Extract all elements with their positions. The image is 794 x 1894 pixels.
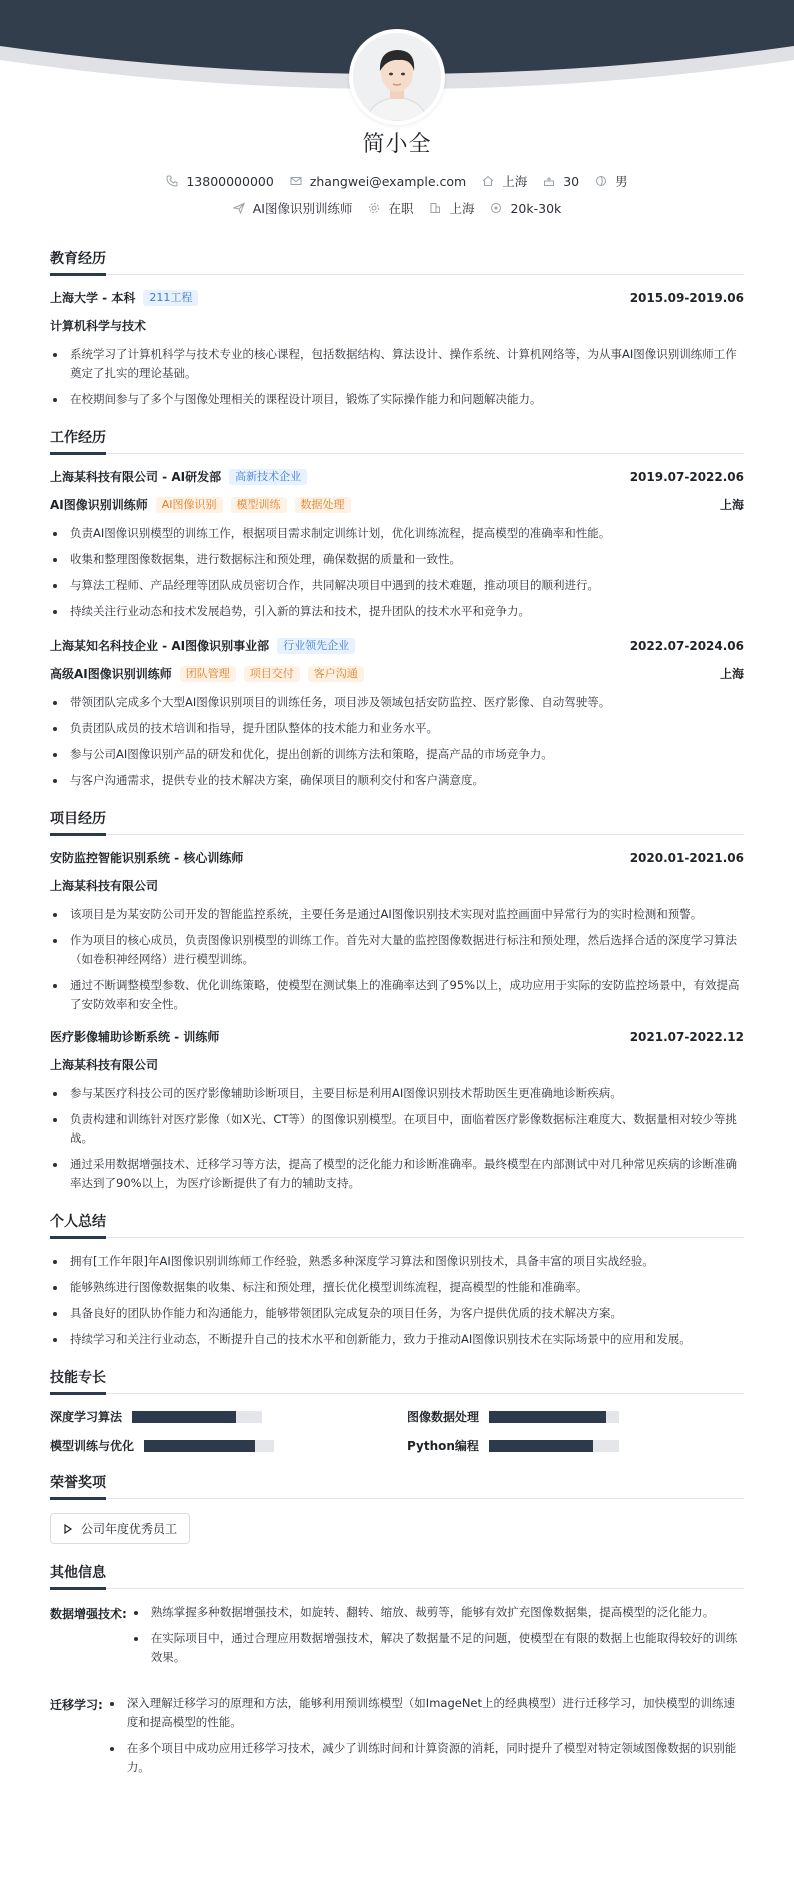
phone-item [166,174,273,189]
other-item [50,1694,744,1794]
skill-tag: 团队管理 [180,666,236,682]
list-item: 作为项目的核心成员，负责图像识别模型的训练工作。首先对大量的监控图像数据进行标注和预处理，然后选择合适的深度学习算法（如卷积神经网络）进行模型训练。 [50,931,744,969]
list-item: 在校期间参与了多个与图像处理相关的课程设计项目，锻炼了实际操作能力和问题解决能力。 [50,390,744,409]
education-section [50,248,744,409]
company-tag: 高新技术企业 [229,469,307,485]
education-major-row [50,317,744,335]
work-location: 上海 [719,667,744,681]
city-item [482,172,527,190]
list-item: 与客户沟通需求，提供专业的技术解决方案，确保项目的顺利交付和客户满意度。 [50,771,744,790]
work-city-text: 上海 [449,201,475,216]
work-header [50,637,744,655]
list-item: 具备良好的团队协作能力和沟通能力，能够带领团队完成复杂的项目任务，为客户提供优质的技术解决方案。 [50,1304,744,1323]
project-org: 上海某科技有限公司 [50,1058,159,1072]
skill-tag: 客户沟通 [308,666,364,682]
section-title-awards: 荣誉奖项 [50,1472,744,1499]
skill-bar-fill [489,1440,593,1452]
other-bullets [131,1603,744,1674]
skill-bar-fill [489,1411,606,1423]
list-item: 在实际项目中，通过合理应用数据增强技术，解决了数据量不足的问题，使模型在有限的数据上也能取得较好的训练效果。 [131,1629,744,1667]
skill-item [50,1437,387,1454]
phone-icon [166,175,178,187]
award-item [50,1513,190,1544]
list-item: 负责团队成员的技术培训和指导，提升团队整体的技术能力和业务水平。 [50,719,744,738]
job-title-text: AI图像识别训练师 [252,201,353,216]
skill-tag: 数据处理 [295,497,351,513]
salary-text: 20k-30k [510,200,562,216]
person-name: 简小全 [362,132,432,157]
project-bullets [50,1084,744,1193]
project-header [50,1028,744,1046]
project-org: 上海某科技有限公司 [50,879,159,893]
project-date: 2020.01-2021.06 [629,851,744,865]
job-info [0,199,794,217]
resume-content [50,248,744,1812]
education-header [50,289,744,307]
project-name: 医疗影像辅助诊断系统 - 训练师 [50,1030,220,1044]
skill-name: 图像数据处理 [407,1410,480,1424]
work-date: 2019.07-2022.06 [629,470,744,484]
email-item [290,174,466,189]
gender-icon [595,175,607,187]
company-name: 上海某知名科技企业 - AI图像识别事业部 [50,639,270,653]
play-icon [63,1524,73,1534]
position-name: AI图像识别训练师 [50,498,148,512]
list-item: 收集和整理图像数据集，进行数据标注和预处理，确保数据的质量和一致性。 [50,550,744,569]
list-item: 负责构建和训练针对医疗影像（如X光、CT等）的图像识别模型。在项目中，面临着医疗影像数据标注难度大、数据量相对较少等挑战。 [50,1110,744,1148]
list-item: 能够熟练进行图像数据集的收集、标注和预处理，擅长优化模型训练流程，提高模型的性能和准确率。 [50,1278,744,1297]
project-org-row [50,1056,744,1074]
coin-icon [490,202,502,214]
major-name: 计算机科学与技术 [50,319,147,333]
skill-bar-fill [132,1411,236,1423]
awards-section [50,1472,744,1544]
skill-tag: 模型训练 [231,497,287,513]
list-item: 参与某医疗科技公司的医疗影像辅助诊断项目，主要目标是利用AI图像识别技术帮助医生更准确地诊断疾病。 [50,1084,744,1103]
education-date: 2015.09-2019.06 [629,291,744,305]
home-icon [482,175,494,187]
project-org-row [50,877,744,895]
skills-section [50,1367,744,1454]
list-item: 该项目是为某安防公司开发的智能监控系统，主要任务是通过AI图像识别技术实现对监控画面中异常行为的实时检测和预警。 [50,905,744,924]
skill-name: 模型训练与优化 [50,1439,135,1453]
work-location: 上海 [719,498,744,512]
list-item: 在多个项目中成功应用迁移学习技术，减少了训练时间和计算资源的消耗，同时提升了模型对特定领域图像数据的识别能力。 [107,1739,744,1777]
list-item: 参与公司AI图像识别产品的研发和优化，提出创新的训练方法和策略，提高产品的市场竞争力。 [50,745,744,764]
list-item: 持续关注行业动态和技术发展趋势，引入新的算法和技术，提升团队的技术水平和竞争力。 [50,602,744,621]
age-item [543,174,579,189]
contact-info [0,172,794,190]
mail-icon [290,175,302,187]
work-position-row [50,665,744,683]
project-bullets [50,905,744,1014]
award-name: 公司年度优秀员工 [81,1522,178,1536]
send-icon [233,202,245,214]
phone-text: 13800000000 [186,173,274,189]
skill-tag: AI图像识别 [156,497,223,513]
list-item: 带领团队完成多个大型AI图像识别项目的训练任务，项目涉及领域包括安防监控、医疗影像、自动驾驶等。 [50,693,744,712]
job-title-item [233,199,353,217]
list-item: 与算法工程师、产品经理等团队成员密切合作，共同解决项目中遇到的技术难题，推动项目的顺利进行。 [50,576,744,595]
position-name: 高级AI图像识别训练师 [50,667,172,681]
avatar-photo [353,33,441,121]
building-icon [429,202,441,214]
work-city-item [429,199,474,217]
skill-bar [132,1411,262,1423]
section-title-summary: 个人总结 [50,1211,744,1238]
work-bullets [50,693,744,790]
status-item [368,199,413,217]
list-item: 持续学习和关注行业动态，不断提升自己的技术水平和创新能力，致力于推动AI图像识别技术在实际场景中的应用和发展。 [50,1330,744,1349]
list-item: 系统学习了计算机科学与技术专业的核心课程，包括数据结构、算法设计、操作系统、计算机网络等，为从事AI图像识别训练师工作奠定了扎实的理论基础。 [50,345,744,383]
work-date: 2022.07-2024.06 [629,639,744,653]
work-bullets [50,524,744,621]
skill-bar [489,1440,619,1452]
education-bullets [50,345,744,409]
section-title-other: 其他信息 [50,1562,744,1589]
skill-bar [144,1440,274,1452]
skill-bar [489,1411,619,1423]
company-name: 上海某科技有限公司 - AI研发部 [50,470,222,484]
skills-grid [50,1408,744,1454]
project-name: 安防监控智能识别系统 - 核心训练师 [50,851,244,865]
school-name: 上海大学 - 本科 [50,291,136,305]
list-item: 熟练掌握多种数据增强技术，如旋转、翻转、缩放、裁剪等，能够有效扩充图像数据集，提高模型的泛化能力。 [131,1603,744,1622]
list-item: 拥有[工作年限]年AI图像识别训练师工作经验，熟悉多种深度学习算法和图像识别技术，具备丰富的项目实战经验。 [50,1252,744,1271]
skill-name: Python编程 [407,1439,479,1453]
cake-icon [543,175,555,187]
avatar [349,29,445,125]
salary-item [490,201,561,216]
section-title-education: 教育经历 [50,248,744,275]
status-text: 在职 [388,201,414,216]
list-item: 负责AI图像识别模型的训练工作，根据项目需求制定训练计划，优化训练流程，提高模型的准确率和性能。 [50,524,744,543]
section-title-projects: 项目经历 [50,808,744,835]
school-tag: 211工程 [143,290,198,306]
list-item: 深入理解迁移学习的原理和方法，能够利用预训练模型（如ImageNet上的经典模型）进行迁移学习，加快模型的训练速度和提高模型的性能。 [107,1694,744,1732]
other-section [50,1562,744,1794]
skill-item [407,1408,744,1425]
email-text: zhangwei@example.com [309,173,467,189]
section-title-work: 工作经历 [50,427,744,454]
gender-text: 男 [615,174,628,189]
company-tag: 行业领先企业 [277,638,355,654]
skill-name: 深度学习算法 [50,1410,123,1424]
age-text: 30 [563,173,580,189]
city-text: 上海 [502,174,528,189]
skill-bar-fill [144,1440,255,1452]
other-bullets [107,1694,744,1784]
work-section [50,427,744,790]
list-item: 通过不断调整模型参数、优化训练策略，使模型在测试集上的准确率达到了95%以上，成功应用于实际的安防监控场景中，有效提高了安防效率和安全性。 [50,976,744,1014]
gender-item [595,172,628,190]
skill-item [407,1437,744,1454]
skill-item [50,1408,387,1425]
summary-bullets [50,1252,744,1349]
other-label: 迁移学习: [50,1698,103,1712]
gear-icon [368,202,380,214]
work-header [50,468,744,486]
other-label: 数据增强技术: [50,1607,127,1621]
summary-section [50,1211,744,1349]
work-position-row [50,496,744,514]
section-title-skills: 技能专长 [50,1367,744,1394]
projects-section [50,808,744,1193]
project-date: 2021.07-2022.12 [629,1030,744,1044]
project-header [50,849,744,867]
list-item: 通过采用数据增强技术、迁移学习等方法，提高了模型的泛化能力和诊断准确率。最终模型在内部测试中对几种常见疾病的诊断准确率达到了90%以上，为医疗诊断提供了有力的辅助支持。 [50,1155,744,1193]
other-item [50,1603,744,1684]
skill-tag: 项目交付 [244,666,300,682]
